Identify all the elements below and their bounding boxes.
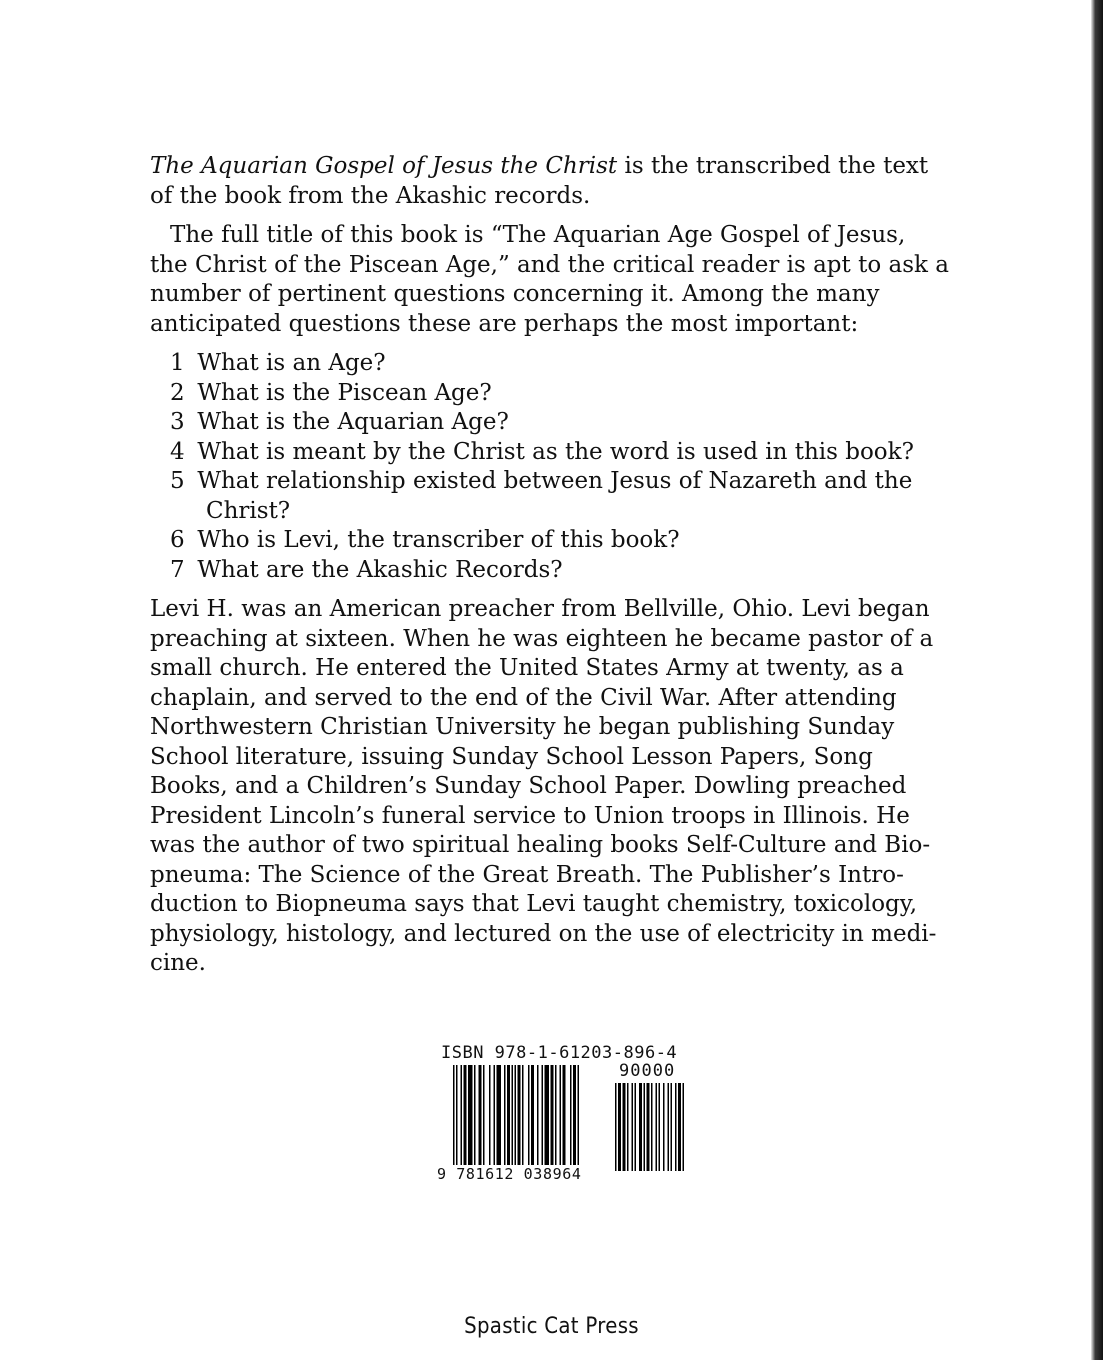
author-bio-paragraph: Levi H. was an American preacher from Bellville, Ohio. Levi began preaching at sixteen. When he was eighteen he became pastor of a small church. He entered the United States Army at twenty, as a chaplain, and served to the end of the Civil War. After attending Northwestern Christian University he began publishing Sunday School literature, issuing Sunday School Lesson Papers, Song Books, and a Children’s Sunday School Paper. Dowling preached President Lincoln’s funeral service to Union troops in Illinois. He was the author of two spiritual healing books Self-Culture and Biopneuma: The Science of the Great Breath. The Publisher’s Introduction to Biopneuma says that Levi taught chemistry, toxicology, physiology, histology, and lectured on the use of electricity in medicine. — [150, 596, 937, 976]
barcode-bar — [644, 1083, 646, 1171]
barcode-bar — [668, 1083, 670, 1171]
barcode-bar — [563, 1065, 566, 1173]
barcode-bar — [497, 1065, 502, 1173]
barcode-bar — [627, 1083, 629, 1171]
barcode-bar — [560, 1065, 562, 1173]
barcode-bar — [468, 1065, 473, 1173]
book-title-italic: The Aquarian Gospel of Jesus the Christ — [150, 153, 618, 179]
barcode-bar — [507, 1065, 510, 1173]
barcode-bar — [683, 1083, 685, 1171]
barcode-bar — [647, 1083, 650, 1171]
question-list — [150, 349, 950, 585]
barcode-bar — [479, 1065, 482, 1173]
question-item — [150, 349, 950, 379]
barcode-bar — [615, 1083, 617, 1171]
question-number: 2 — [170, 379, 185, 406]
barcode-bar — [537, 1065, 539, 1173]
question-item — [150, 408, 950, 438]
barcode-bar — [545, 1065, 550, 1173]
question-number: 4 — [170, 438, 185, 465]
barcode-bar — [483, 1065, 485, 1173]
question-item — [150, 438, 950, 468]
question-text: Who is Levi, the transcriber of this book? — [197, 527, 680, 553]
question-item — [150, 526, 950, 556]
question-text: What are the Akashic Records? — [197, 556, 563, 583]
barcode-bar — [656, 1083, 658, 1171]
barcode-bar — [635, 1083, 637, 1171]
barcode-bar — [659, 1083, 661, 1171]
barcode-bar — [678, 1083, 681, 1171]
barcode-bar — [551, 1065, 554, 1173]
question-text: What is the Piscean Age? — [197, 379, 492, 406]
barcode-bar — [671, 1083, 673, 1171]
intro-paragraph — [150, 152, 950, 211]
question-text: What is the Aquarian Age? — [197, 409, 509, 435]
question-item — [150, 556, 950, 586]
question-text: What is meant by the Christ as the word is used in this book? — [197, 438, 914, 465]
barcode-bar — [570, 1065, 572, 1173]
barcode-bar — [461, 1065, 463, 1173]
intro-rest: is the transcribed the text of the book from the Akashic records. — [150, 153, 929, 209]
barcode-bar — [474, 1065, 476, 1173]
question-item — [150, 379, 950, 409]
barcode-bar — [504, 1065, 506, 1173]
barcode-bar — [555, 1065, 557, 1173]
question-item — [150, 467, 950, 526]
barcode-bar — [531, 1065, 534, 1173]
question-number: 6 — [170, 527, 185, 553]
barcode-bar — [542, 1065, 544, 1173]
barcode-bar — [573, 1065, 576, 1173]
barcode-bar — [618, 1083, 621, 1171]
barcode-bar — [675, 1083, 677, 1171]
barcode-bar — [632, 1083, 634, 1171]
book-spine-edge — [1091, 0, 1103, 1360]
barcode-bar — [518, 1065, 521, 1173]
publisher-name: Spastic Cat Press — [464, 1314, 639, 1339]
barcode-main-digits: 9 781612 038964 — [437, 1165, 584, 1183]
barcode-bar — [522, 1065, 524, 1173]
question-number: 7 — [170, 556, 185, 583]
barcode-bar — [639, 1083, 642, 1171]
question-number: 3 — [170, 409, 185, 435]
isbn-label: ISBN 978-1-61203-896-4 — [441, 1043, 678, 1063]
full-title-paragraph: The full title of this book is “The Aquarian Age Gospel of Jesus, the Christ of the Piscean Age,” and the critical reader is apt to ask a number of pertinent questions concerning it. Among the many anticipated questions these are perhaps the most important: — [150, 222, 949, 337]
barcode-bar — [489, 1065, 491, 1173]
isbn-barcode — [437, 1043, 697, 1193]
back-cover-text — [150, 152, 950, 989]
barcode-bars-addon — [615, 1083, 689, 1171]
barcode-bar — [528, 1065, 530, 1173]
barcode-bar — [663, 1083, 665, 1171]
question-text: What is an Age? — [197, 350, 386, 376]
barcode-bar — [464, 1065, 467, 1173]
question-number: 1 — [170, 350, 185, 376]
barcode-bar — [651, 1083, 653, 1171]
barcode-addon-digits: 90000 — [619, 1061, 676, 1081]
question-text: What relationship existed between Jesus of Nazareth and the Christ? — [197, 468, 913, 524]
question-number: 5 — [170, 468, 185, 494]
barcode-bar — [494, 1065, 496, 1173]
barcode-bar — [623, 1083, 626, 1171]
